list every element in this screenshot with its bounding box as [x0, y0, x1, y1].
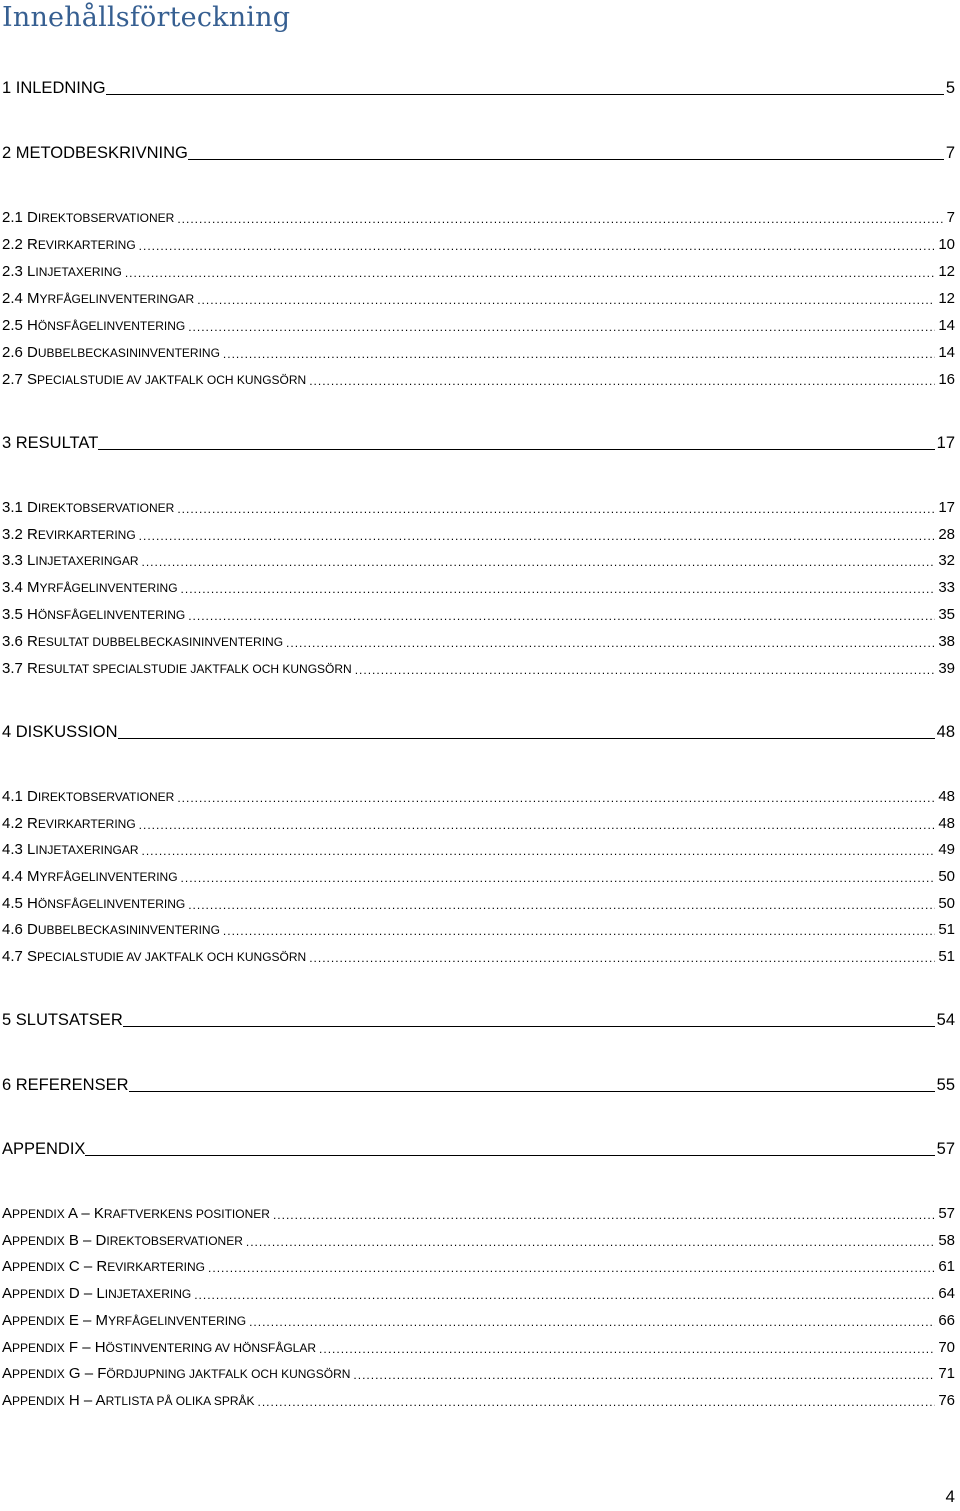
- toc-appendix-g[interactable]: [2, 1366, 955, 1381]
- toc-section-label: 2.4 MYRFÅGELINVENTERINGAR: [2, 290, 195, 307]
- toc-appendix-label: APPENDIX A – KRAFTVERKENS POSITIONER: [2, 1205, 270, 1222]
- toc-dot-leader: [181, 583, 936, 595]
- toc-section-2-4[interactable]: [2, 291, 955, 306]
- toc-section-3-3[interactable]: [2, 553, 955, 568]
- toc-page-number: 66: [938, 1312, 955, 1329]
- toc-dot-leader: [139, 240, 936, 252]
- toc-chapter-2[interactable]: [2, 145, 955, 162]
- toc-chapter-1[interactable]: [2, 80, 955, 97]
- toc-section-label: 4.1 DIREKTOBSERVATIONER: [2, 788, 175, 805]
- toc-page-number: 39: [938, 660, 955, 677]
- toc-chapter-label: 1 INLEDNING: [2, 79, 106, 97]
- toc-appendix-label: APPENDIX B – DIREKTOBSERVATIONER: [2, 1232, 243, 1249]
- toc-section-label: 3.7 RESULTAT SPECIALSTUDIE JAKTFALK OCH KUNGSÖRN: [2, 660, 352, 677]
- toc-page-number: 49: [938, 841, 955, 858]
- toc-page-number: 64: [938, 1285, 955, 1302]
- toc-leader-line: [98, 449, 934, 450]
- toc-chapter-label: 5 SLUTSATSER: [2, 1011, 123, 1029]
- toc-dot-leader: [246, 1236, 935, 1248]
- toc-page-number: 32: [938, 552, 955, 569]
- toc-chapter-appendix[interactable]: [2, 1141, 955, 1158]
- toc-section-4-7[interactable]: [2, 949, 955, 964]
- toc-dot-leader: [258, 1396, 936, 1408]
- toc-dot-leader: [355, 664, 936, 676]
- toc-section-label: 2.5 HÖNSFÅGELINVENTERING: [2, 317, 186, 334]
- toc-section-3-4[interactable]: [2, 580, 955, 595]
- toc-section-label: 2.3 LINJETAXERING: [2, 263, 122, 280]
- toc-page-number: 55: [936, 1076, 955, 1094]
- toc-chapter-6[interactable]: [2, 1077, 955, 1094]
- toc-leader-line: [85, 1155, 934, 1156]
- toc-page-number: 7: [945, 144, 955, 162]
- toc-section-3-2[interactable]: [2, 527, 955, 542]
- toc-page-number: 12: [938, 290, 955, 307]
- toc-appendix-d[interactable]: [2, 1286, 955, 1301]
- toc-section-2-2[interactable]: [2, 237, 955, 252]
- toc-chapter-5[interactable]: [2, 1012, 955, 1029]
- toc-dot-leader: [286, 637, 935, 649]
- toc-appendix-label: APPENDIX E – MYRFÅGELINVENTERING: [2, 1312, 247, 1329]
- toc-section-label: 2.6 DUBBELBECKASININVENTERING: [2, 344, 220, 361]
- toc-dot-leader: [139, 530, 936, 542]
- toc-dot-leader: [139, 819, 936, 831]
- toc-dot-leader: [142, 845, 936, 857]
- toc-section-label: 4.2 REVIRKARTERING: [2, 815, 136, 832]
- toc-chapter-label: 3 RESULTAT: [2, 434, 99, 452]
- toc-page-number: 51: [938, 948, 955, 965]
- toc-page-number: 70: [938, 1339, 955, 1356]
- toc-dot-leader: [223, 348, 935, 360]
- toc-section-4-2[interactable]: [2, 816, 955, 831]
- toc-page-number: 28: [938, 526, 955, 543]
- toc-title: Innehållsförteckning: [2, 2, 291, 33]
- toc-appendix-label: APPENDIX H – ARTLISTA PÅ OLIKA SPRÅK: [2, 1392, 255, 1409]
- toc-dot-leader: [309, 952, 935, 964]
- toc-dot-leader: [353, 1369, 935, 1381]
- toc-appendix-f[interactable]: [2, 1340, 955, 1355]
- toc-section-label: 2.7 SPECIALSTUDIE AV JAKTFALK OCH KUNGSÖRN: [2, 371, 307, 388]
- toc-dot-leader: [177, 213, 943, 225]
- toc-dot-leader: [177, 503, 935, 515]
- toc-section-2-5[interactable]: [2, 318, 955, 333]
- toc-page-number: 35: [938, 606, 955, 623]
- toc-leader-line: [118, 738, 935, 739]
- toc-page-number: 50: [938, 895, 955, 912]
- toc-page-number: 7: [946, 209, 955, 226]
- toc-page-number: 10: [938, 236, 955, 253]
- toc-dot-leader: [181, 872, 936, 884]
- toc-page-number: 51: [938, 921, 955, 938]
- toc-section-2-1[interactable]: [2, 210, 955, 225]
- toc-dot-leader: [125, 267, 935, 279]
- toc-section-3-6[interactable]: [2, 634, 955, 649]
- toc-dot-leader: [188, 899, 935, 911]
- toc-section-label: 3.1 DIREKTOBSERVATIONER: [2, 499, 175, 516]
- toc-page-number: 50: [938, 868, 955, 885]
- toc-dot-leader: [319, 1343, 935, 1355]
- toc-dot-leader: [249, 1316, 935, 1328]
- toc-dot-leader: [188, 610, 935, 622]
- toc-dot-leader: [273, 1209, 935, 1221]
- toc-section-label: 3.5 HÖNSFÅGELINVENTERING: [2, 606, 186, 623]
- toc-section-4-6[interactable]: [2, 922, 955, 937]
- toc-chapter-label: 2 METODBESKRIVNING: [2, 144, 188, 162]
- toc-page-number: 48: [938, 788, 955, 805]
- toc-section-4-3[interactable]: [2, 842, 955, 857]
- toc-leader-line: [188, 159, 944, 160]
- toc-section-4-1[interactable]: [2, 789, 955, 804]
- toc-section-3-7[interactable]: [2, 661, 955, 676]
- toc-page-number: 17: [936, 434, 955, 452]
- toc-appendix-label: APPENDIX C – REVIRKARTERING: [2, 1258, 206, 1275]
- toc-section-4-4[interactable]: [2, 869, 955, 884]
- toc-section-2-7[interactable]: [2, 372, 955, 387]
- toc-section-2-6[interactable]: [2, 345, 955, 360]
- toc-chapter-4[interactable]: [2, 724, 955, 741]
- toc-chapter-label: 6 REFERENSER: [2, 1076, 129, 1094]
- toc-leader-line: [123, 1026, 935, 1027]
- toc-section-label: 4.5 HÖNSFÅGELINVENTERING: [2, 895, 186, 912]
- toc-dot-leader: [197, 294, 935, 306]
- toc-page-number: 54: [936, 1011, 955, 1029]
- toc-dot-leader: [208, 1262, 935, 1274]
- toc-chapter-3[interactable]: [2, 435, 955, 452]
- toc-dot-leader: [223, 925, 935, 937]
- toc-page-number: 57: [936, 1140, 955, 1158]
- toc-section-label: 4.7 SPECIALSTUDIE AV JAKTFALK OCH KUNGSÖRN: [2, 948, 307, 965]
- toc-section-label: 3.6 RESULTAT DUBBELBECKASININVENTERING: [2, 633, 284, 650]
- toc-appendix-label: APPENDIX D – LINJETAXERING: [2, 1285, 192, 1302]
- toc-page-number: 33: [938, 579, 955, 596]
- toc-appendix-h[interactable]: [2, 1393, 955, 1408]
- toc-appendix-c[interactable]: [2, 1259, 955, 1274]
- toc-section-label: 3.2 REVIRKARTERING: [2, 526, 136, 543]
- toc-section-label: 2.1 DIREKTOBSERVATIONER: [2, 209, 175, 226]
- toc-page-number: 5: [945, 79, 955, 97]
- toc-page-number: 76: [938, 1392, 955, 1409]
- toc-section-label: 3.3 LINJETAXERINGAR: [2, 552, 139, 569]
- toc-page-number: 58: [938, 1232, 955, 1249]
- toc-page-number: 12: [938, 263, 955, 280]
- toc-section-3-5[interactable]: [2, 607, 955, 622]
- toc-chapter-label: APPENDIX: [2, 1140, 86, 1158]
- toc-page-number: 38: [938, 633, 955, 650]
- toc-dot-leader: [177, 792, 935, 804]
- toc-appendix-label: APPENDIX G – FÖRDJUPNING JAKTFALK OCH KUNGSÖRN: [2, 1365, 351, 1382]
- toc-section-2-3[interactable]: [2, 264, 955, 279]
- toc-page-number: 14: [938, 317, 955, 334]
- toc-section-label: 4.3 LINJETAXERINGAR: [2, 841, 139, 858]
- toc-section-label: 2.2 REVIRKARTERING: [2, 236, 136, 253]
- toc-section-label: 4.6 DUBBELBECKASININVENTERING: [2, 921, 220, 938]
- toc-leader-line: [129, 1091, 935, 1092]
- toc-page-number: 48: [936, 723, 955, 741]
- toc-leader-line: [106, 94, 944, 95]
- toc-section-3-1[interactable]: [2, 500, 955, 515]
- toc-page-number: 61: [938, 1258, 955, 1275]
- toc-dot-leader: [142, 556, 936, 568]
- toc-page-number: 17: [938, 499, 955, 516]
- toc-appendix-a[interactable]: [2, 1206, 955, 1221]
- toc-section-4-5[interactable]: [2, 896, 955, 911]
- toc-appendix-b[interactable]: [2, 1233, 955, 1248]
- toc-page-number: 57: [938, 1205, 955, 1222]
- toc-section-label: 4.4 MYRFÅGELINVENTERING: [2, 868, 178, 885]
- toc-appendix-e[interactable]: [2, 1313, 955, 1328]
- toc-page-number: 71: [938, 1365, 955, 1382]
- toc-appendix-label: APPENDIX F – HÖSTINVENTERING AV HÖNSFÅGLAR: [2, 1339, 317, 1356]
- footer-page-number: 4: [945, 1487, 955, 1506]
- toc-dot-leader: [194, 1289, 935, 1301]
- toc-dot-leader: [309, 375, 935, 387]
- toc-page-number: 48: [938, 815, 955, 832]
- toc-chapter-label: 4 DISKUSSION: [2, 723, 118, 741]
- toc-page-number: 16: [938, 371, 955, 388]
- toc-section-label: 3.4 MYRFÅGELINVENTERING: [2, 579, 178, 596]
- toc-dot-leader: [188, 321, 935, 333]
- toc-page-number: 14: [938, 344, 955, 361]
